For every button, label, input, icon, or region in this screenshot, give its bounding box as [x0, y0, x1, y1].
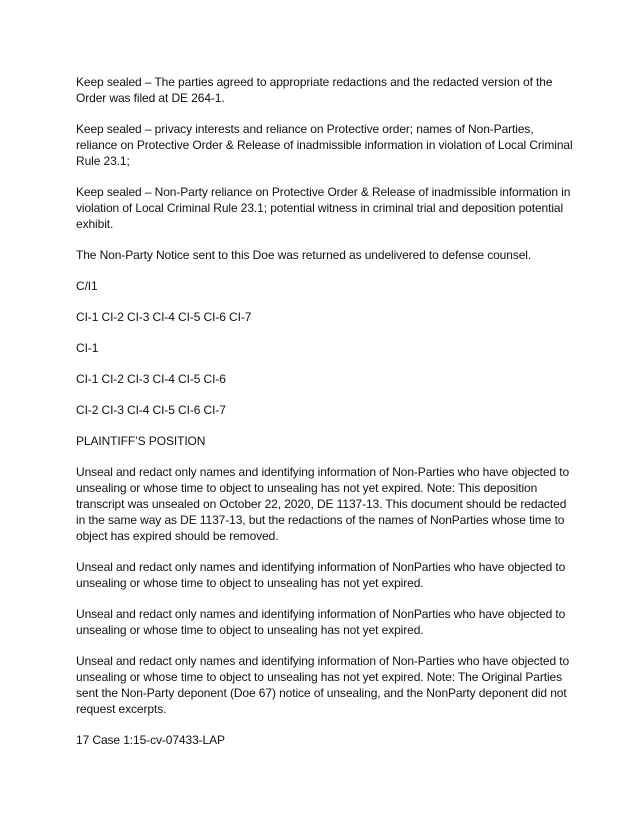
- paragraph-unseal-redact-1: Unseal and redact only names and identifying information of Non-Parties who have objected to unsealing or whose time to object to unsealing has not yet expired. Note: This deposition transcript was unsealed on October 22, 2020, DE 1137-13. This document should be redacted in the same way as DE 1137-13, but the redactions of the names of NonParties whose time to object has expired should be removed.: [76, 465, 570, 543]
- paragraph-unseal-redact-4: Unseal and redact only names and identifying information of Non-Parties who have objected to unsealing or whose time to object to unsealing has not yet expired. Note: The Original Parties sent the Non-Party deponent (Doe 67) notice of unsealing, and the NonParty deponent did not request excerpts.: [76, 654, 570, 716]
- paragraph-keep-sealed-non-party: Keep sealed – Non-Party reliance on Protective Order & Release of inadmissible information in violation of Local Criminal Rule 23.1; potential witness in criminal trial and deposition potential exhibit.: [76, 185, 571, 231]
- page-footer-case-number: 17 Case 1:15-cv-07433-LAP: [76, 733, 225, 747]
- paragraph-notice-returned: The Non-Party Notice sent to this Doe was returned as undelivered to defense counsel.: [76, 248, 532, 262]
- document-body: [76, 74, 576, 763]
- paragraph-unseal-redact-2: Unseal and redact only names and identifying information of NonParties who have objected to unsealing or whose time to object to unsealing has not yet expired.: [76, 560, 566, 590]
- paragraph-keep-sealed-redactions: Keep sealed – The parties agreed to appropriate redactions and the redacted version of the Order was filed at DE 264-1.: [76, 75, 553, 105]
- paragraph-ci-label: C/I1: [76, 279, 98, 293]
- paragraph-ci-list-2: CI-1: [76, 341, 99, 355]
- paragraph-keep-sealed-privacy: Keep sealed – privacy interests and reliance on Protective order; names of Non-Parties, reliance on Protective Order & Release of inadmissible information in violation of Local Criminal Rule 23.1;: [76, 122, 573, 168]
- paragraph-ci-list-1: CI-1 CI-2 CI-3 CI-4 CI-5 CI-6 CI-7: [76, 310, 252, 324]
- section-heading-plaintiffs-position: PLAINTIFF’S POSITION: [76, 434, 206, 448]
- paragraph-ci-list-4: CI-2 CI-3 CI-4 CI-5 CI-6 CI-7: [76, 403, 226, 417]
- paragraph-unseal-redact-3: Unseal and redact only names and identifying information of NonParties who have objected to unsealing or whose time to object to unsealing has not yet expired.: [76, 607, 566, 637]
- paragraph-ci-list-3: CI-1 CI-2 CI-3 CI-4 CI-5 CI-6: [76, 372, 226, 386]
